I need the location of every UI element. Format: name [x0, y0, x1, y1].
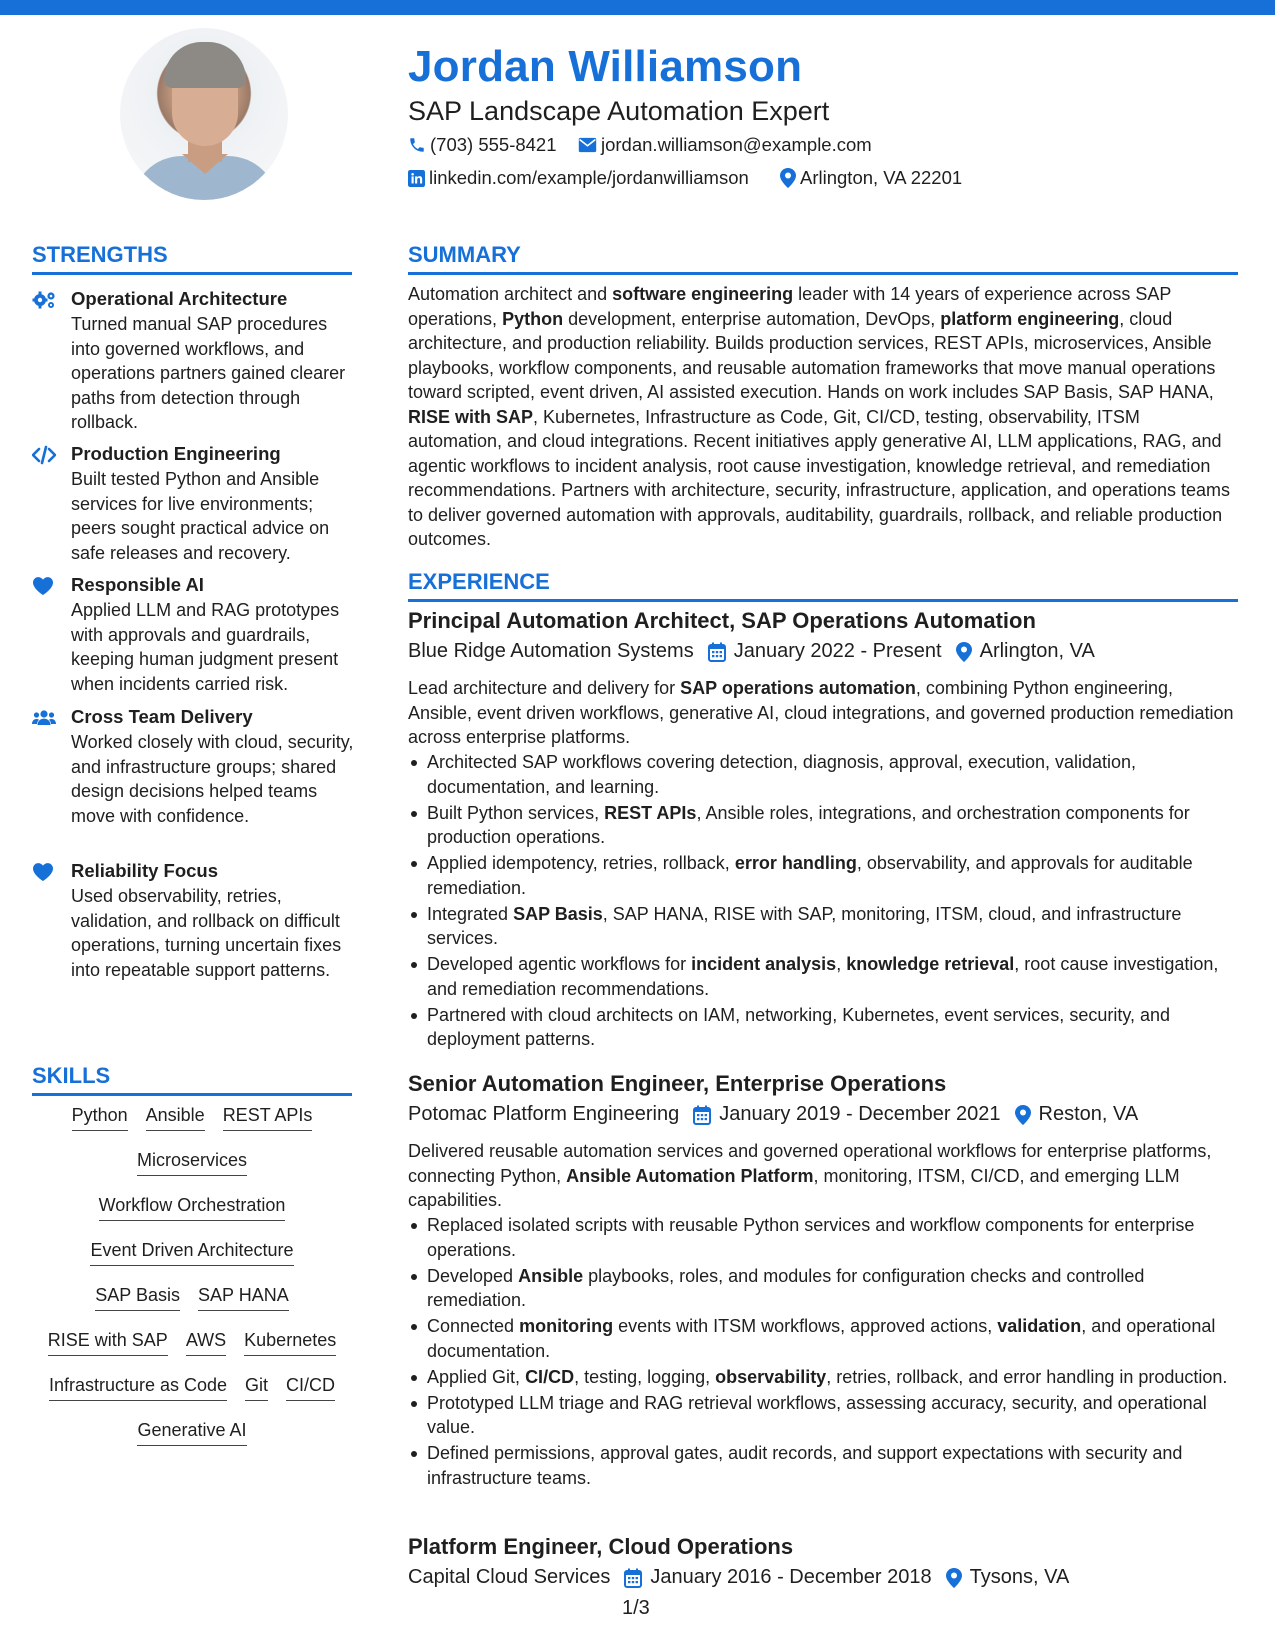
contact-location: Arlington, VA 22201: [780, 167, 962, 189]
candidate-name: Jordan Williamson: [408, 42, 803, 91]
experience-heading: EXPERIENCE: [408, 569, 550, 594]
map-pin-icon: [946, 1568, 962, 1588]
job-intro: Lead architecture and delivery for SAP operations automation, combining Python engineering, Ansible, event driven workflows, generative AI, cloud integrations, and governed production remediation across enterprise platforms.: [408, 678, 1234, 747]
users-icon: [32, 708, 56, 728]
list-item: Integrated SAP Basis, SAP HANA, RISE with SAP, monitoring, ITSM, cloud, and infrastructure services.: [408, 902, 1238, 951]
calendar-icon: [708, 642, 726, 662]
job-company: Capital Cloud Services: [408, 1566, 611, 1588]
top-accent-bar: [0, 0, 1275, 15]
summary-text: Automation architect and software engineering leader with 14 years of experience across SAP operations, Python development, enterprise automation, DevOps, platform engineering, cloud architecture, and production reliability. Builds production services, REST APIs, microservices, Ansible playbooks, workflow components, and reusable automation frameworks that move manual operations toward scripted, event driven, AI assisted execution. Hands on work includes SAP Basis, SAP HANA, RISE with SAP, Kubernetes, Infrastructure as Code, Git, CI/CD, testing, observability, ITSM automation, and cloud integrations. Recent initiatives apply generative AI, LLM applications, RAG, and agentic workflows to incident analysis, root cause investigation, knowledge retrieval, and remediation recommendations. Partners with architecture, security, infrastructure, application, and operations teams to deliver governed automation with approvals, auditability, guardrails, rollback, and reliable production outcomes.: [408, 284, 1231, 549]
skill-tag: Event Driven Architecture: [90, 1240, 293, 1266]
list-item: Replaced isolated scripts with reusable Python services and workflow components for enterprise operations.: [408, 1213, 1238, 1262]
skills-list: [32, 1105, 352, 1465]
heart-icon: [32, 862, 56, 882]
skill-tag: Python: [72, 1105, 128, 1131]
skill-tag: Git: [245, 1375, 268, 1401]
job-company: Blue Ridge Automation Systems: [408, 640, 694, 662]
list-item: Developed Ansible playbooks, roles, and modules for configuration checks and controlled remediation.: [408, 1264, 1238, 1313]
experience-rule: [408, 599, 1238, 602]
list-item: Built Python services, REST APIs, Ansible roles, integrations, and orchestration components for production operations.: [408, 801, 1238, 850]
skill-tag: SAP Basis: [95, 1285, 180, 1311]
job-title: Principal Automation Architect, SAP Operations Automation: [408, 608, 1036, 633]
contact-linkedin[interactable]: linkedin.com/example/jordanwilliamson: [408, 167, 749, 189]
list-item: Connected monitoring events with ITSM workflows, approved actions, validation, and operational documentation.: [408, 1314, 1238, 1363]
job-dates: January 2016 - December 2018: [650, 1566, 932, 1588]
job-dates: January 2019 - December 2021: [719, 1103, 1001, 1125]
job-bullets: [408, 1213, 1238, 1492]
skill-tag: Generative AI: [137, 1420, 246, 1446]
linkedin-icon: [408, 170, 425, 187]
list-item: Developed agentic workflows for incident analysis, knowledge retrieval, root cause investigation, and remediation recommendations.: [408, 952, 1238, 1001]
skill-tag: CI/CD: [286, 1375, 335, 1401]
skill-tag: SAP HANA: [198, 1285, 289, 1311]
skills-rule: [32, 1093, 352, 1096]
job-title: Platform Engineer, Cloud Operations: [408, 1534, 794, 1559]
list-item: Architected SAP workflows covering detection, diagnosis, approval, execution, validation, documentation, and learning.: [408, 750, 1238, 799]
skill-tag: RISE with SAP: [48, 1330, 168, 1356]
job-bullets: [408, 750, 1238, 1053]
strengths-rule: [32, 272, 352, 275]
map-pin-icon: [956, 642, 972, 662]
map-pin-icon: [1015, 1105, 1031, 1125]
job-meta: [408, 640, 1095, 663]
job-company: Potomac Platform Engineering: [408, 1103, 680, 1125]
contact-phone: (703) 555-8421: [408, 134, 557, 156]
summary-heading: SUMMARY: [408, 242, 521, 267]
skill-tag: Kubernetes: [244, 1330, 336, 1356]
skill-tag: REST APIs: [223, 1105, 313, 1131]
job-meta: [408, 1103, 1138, 1126]
job-dates: January 2022 - Present: [733, 640, 942, 662]
skill-tag: Microservices: [137, 1150, 247, 1176]
list-item: Applied idempotency, retries, rollback, error handling, observability, and approvals for auditable remediation.: [408, 851, 1238, 900]
envelope-icon: [578, 137, 597, 153]
gears-icon: [32, 290, 56, 310]
candidate-title: SAP Landscape Automation Expert: [408, 96, 830, 126]
phone-icon: [408, 136, 426, 154]
calendar-icon: [624, 1568, 642, 1588]
skill-tag: Infrastructure as Code: [49, 1375, 227, 1401]
job-location: Reston, VA: [1038, 1103, 1139, 1125]
job-meta: [408, 1566, 1069, 1589]
heart-icon: [32, 576, 56, 596]
skill-tag: Ansible: [146, 1105, 205, 1131]
profile-photo: [120, 28, 288, 200]
page-number: 1/3: [622, 1597, 650, 1619]
job-title: Senior Automation Engineer, Enterprise Operations: [408, 1071, 947, 1096]
skills-heading: SKILLS: [32, 1063, 111, 1088]
contact-email[interactable]: jordan.williamson@example.com: [578, 134, 872, 156]
job-location: Arlington, VA: [979, 640, 1095, 662]
strengths-heading: STRENGTHS: [32, 242, 168, 267]
skill-tag: Workflow Orchestration: [99, 1195, 286, 1221]
job-intro: Delivered reusable automation services and governed operational workflows for enterprise platforms, connecting Python, Ansible Automation Platform, monitoring, ITSM, CI/CD, and emerging LLM capabilities.: [408, 1141, 1212, 1210]
summary-rule: [408, 272, 1238, 275]
list-item: Applied Git, CI/CD, testing, logging, observability, retries, rollback, and error handling in production.: [408, 1365, 1238, 1390]
job-location: Tysons, VA: [969, 1566, 1070, 1588]
calendar-icon: [693, 1105, 711, 1125]
list-item: Partnered with cloud architects on IAM, networking, Kubernetes, event services, security, and deployment patterns.: [408, 1003, 1238, 1052]
code-icon: [32, 445, 56, 465]
skill-tag: AWS: [186, 1330, 226, 1356]
list-item: Prototyped LLM triage and RAG retrieval workflows, assessing accuracy, security, and operational value.: [408, 1391, 1238, 1440]
map-pin-icon: [780, 168, 796, 188]
list-item: Defined permissions, approval gates, audit records, and support expectations with security and infrastructure teams.: [408, 1441, 1238, 1490]
